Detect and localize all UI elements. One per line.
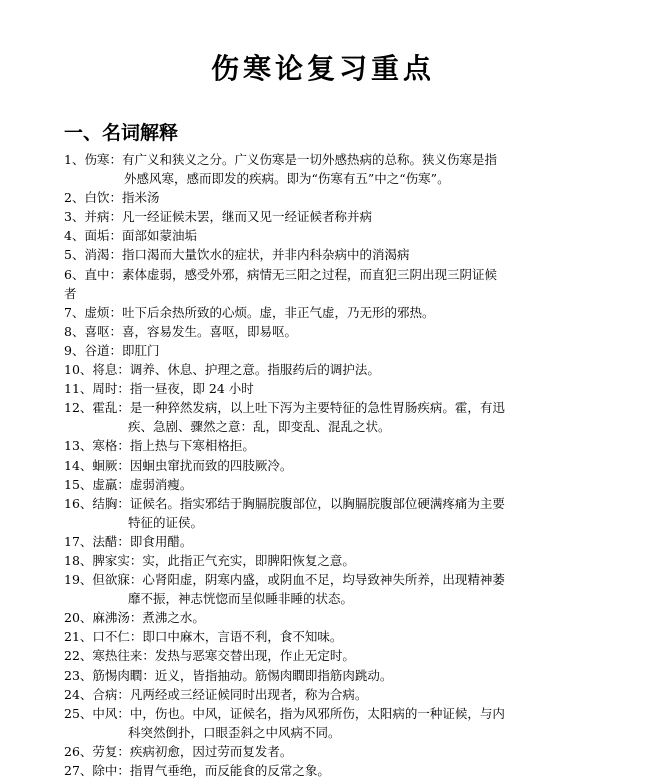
term-entry: [64, 360, 584, 379]
term-continuation-line: 特征的证侯。: [128, 514, 204, 530]
term-line: 16、结胸：证候名。指实邪结于胸膈脘腹部位，以胸膈脘腹部位硬满疼痛为主要: [64, 495, 505, 511]
term-entry: [64, 398, 584, 436]
term-entry: [64, 226, 584, 245]
term-entry: [64, 303, 584, 322]
term-continuation-line: 外感风寒，感而即发的疾病。即为“伤寒有五”中之“伤寒”。: [124, 171, 450, 187]
term-entry: [64, 570, 584, 608]
term-entry: [64, 494, 584, 532]
term-entry: [64, 265, 584, 303]
term-line: 1、伤寒：有广义和狭义之分。广义伤寒是一切外感热病的总称。狭义伤寒是指: [64, 152, 497, 167]
term-entry: [64, 341, 584, 360]
term-line: 18、脾家实：实，此指正气充实，即脾阳恢复之意。: [64, 552, 355, 568]
term-entry: [64, 704, 584, 742]
term-entry: [64, 456, 584, 475]
term-entry: [64, 608, 584, 627]
term-line: 11、周时：指一昼夜，即 24 小时: [64, 381, 254, 397]
term-line: 6、直中：素体虚弱，感受外邪，病情无三阳之过程，而直犯三阴出现三阴证候: [64, 266, 497, 282]
term-line: 15、虚羸：虚弱消瘦。: [64, 476, 193, 492]
term-entry: [64, 245, 584, 264]
term-line: 14、蛔厥：因蛔虫窜扰而致的四肢厥冷。: [64, 457, 293, 473]
term-entry: [64, 150, 584, 188]
document-title: 伤寒论复习重点: [210, 52, 435, 85]
term-line: 20、麻沸汤：煮沸之水。: [64, 610, 205, 626]
term-entry: [64, 685, 584, 704]
term-entry: [64, 207, 584, 226]
term-line: 7、虚烦：吐下后余热所致的心烦。虚，非正气虚，乃无形的邪热。: [64, 304, 435, 320]
term-continuation-line: 科突然倒扑，口眼歪斜之中风病不同。: [128, 724, 341, 740]
term-line: 2、白饮：指米汤: [64, 190, 160, 206]
term-line: 26、劳复：疾病初愈，因过劳而复发者。: [64, 743, 293, 759]
term-entry: [64, 761, 584, 780]
term-line: 27、除中：指胃气垂绝，而反能食的反常之象。: [64, 763, 330, 778]
term-line: 21、口不仁：即口中麻木，言语不利，食不知味。: [64, 629, 343, 645]
term-entry: [64, 551, 584, 570]
term-line: 24、合病：凡两经或三经证候同时出现者，称为合病。: [64, 686, 368, 702]
term-continuation-line: 靡不振，神志恍惚而呈似睡非睡的状态。: [128, 591, 354, 607]
section-heading: 一、名词解释: [64, 122, 179, 144]
term-line: 4、面垢：面部如蒙油垢: [64, 228, 197, 244]
term-entry: [64, 627, 584, 646]
term-entry: [64, 742, 584, 761]
term-line: 9、谷道：即肛门: [64, 342, 160, 358]
term-entry: [64, 379, 584, 398]
term-line: 3、并病：凡一经证候未罢，继而又见一经证候者称并病: [64, 209, 372, 225]
term-line: 22、寒热往来：发热与恶寒交替出现，作止无定时。: [64, 648, 355, 664]
term-entry: [64, 188, 584, 207]
term-entry: [64, 646, 584, 665]
term-entry: [64, 666, 584, 685]
term-continuation-line: 者: [64, 285, 77, 301]
term-entry: [64, 532, 584, 551]
term-line: 19、但欲寐：心肾阳虚，阴寒内盛，或阴血不足，均导致神失所养，出现精神萎: [64, 572, 505, 588]
term-entry: [64, 322, 584, 341]
term-list: [64, 150, 584, 780]
term-entry: [64, 475, 584, 494]
term-line: 13、寒格：指上热与下寒相格拒。: [64, 438, 255, 454]
term-line: 23、筋惕肉瞤：近义，皆指抽动。筋惕肉瞤即指筋肉跳动。: [64, 667, 393, 683]
term-entry: [64, 436, 584, 455]
term-line: 17、法醋：即食用醋。: [64, 533, 193, 549]
term-line: 25、中风：中，伤也。中风，证候名，指为风邪所伤，太阳病的一种证候，与内: [64, 705, 505, 721]
term-line: 5、消渴：指口渴而大量饮水的症状，并非内科杂病中的消渴病: [64, 247, 410, 263]
term-line: 8、喜呕：喜，容易发生。喜呕，即易呕。: [64, 323, 297, 339]
term-line: 10、将息：调养、休息、护理之意。指服药后的调护法。: [64, 362, 380, 378]
term-continuation-line: 疾、急剧、骤然之意：乱，即变乱、混乱之状。: [128, 419, 391, 435]
term-line: 12、霍乱：是一种猝然发病，以上吐下泻为主要特征的急性胃肠疾病。霍，有迅: [64, 400, 505, 416]
